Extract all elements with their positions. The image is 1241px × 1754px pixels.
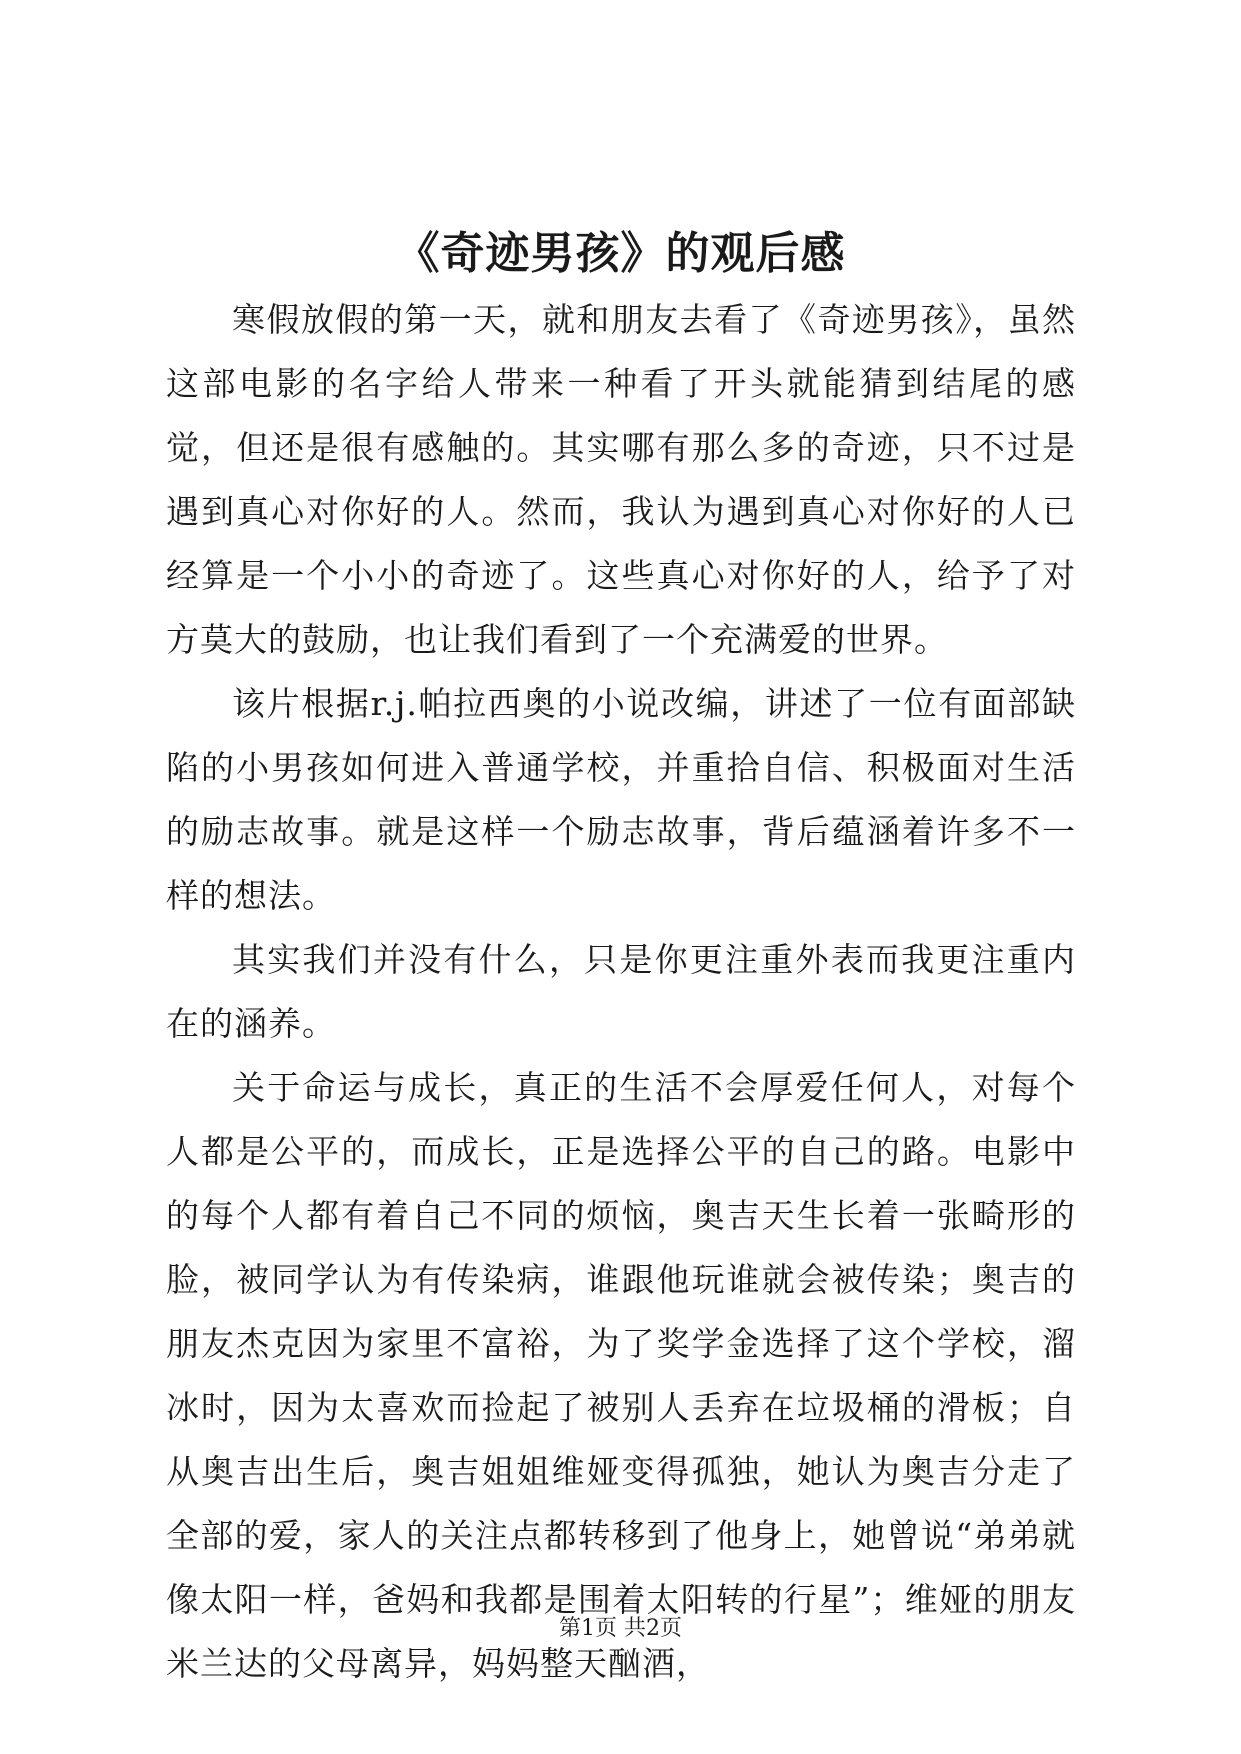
paragraph-1: 寒假放假的第一天，就和朋友去看了《奇迹男孩》，虽然这部电影的名字给人带来一种看了开头就能猜到结尾的感觉，但还是很有感触的。其实哪有那么多的奇迹，只不过是遇到真心对你好的人。然而，我认为遇到真心对你好的人已经算是一个小小的奇迹了。这些真心对你好的人，给予了对方莫大的鼓励，也让我们看到了一个充满爱的世界。 xyxy=(166,300,1076,659)
paragraph-4: 关于命运与成长，真正的生活不会厚爱任何人，对每个人都是公平的，而成长，正是选择公平的自己的路。电影中的每个人都有着自己不同的烦恼，奥吉天生长着一张畸形的脸，被同学认为有传染病，谁跟他玩谁就会被传染；奥吉的朋友杰克因为家里不富裕，为了奖学金选择了这个学校，溜冰时，因为太喜欢而捡起了被别人丢弃在垃圾桶的滑板；自从奥吉出生后，奥吉姐姐维娅变得孤独，她认为奥吉分走了全部的爱，家人的关注点都转移到了他身上，她曾说“弟弟就像太阳一样，爸妈和我都是围着太阳转的行星”；维娅的朋友米兰达的父母离异，妈妈整天酗酒， xyxy=(166,1068,1076,1683)
paragraph-2: 该片根据r.j.帕拉西奥的小说改编，讲述了一位有面部缺陷的小男孩如何进入普通学校，并重拾自信、积极面对生活的励志故事。就是这样一个励志故事，背后蕴涵着许多不一样的想法。 xyxy=(166,684,1076,915)
document-title: 《奇迹男孩》的观后感 xyxy=(395,228,846,279)
paragraph-3: 其实我们并没有什么，只是你更注重外表而我更注重内在的涵养。 xyxy=(166,940,1076,1043)
document-body xyxy=(166,288,1076,1696)
page-number-footer: 第1页 共2页 xyxy=(559,1616,682,1641)
